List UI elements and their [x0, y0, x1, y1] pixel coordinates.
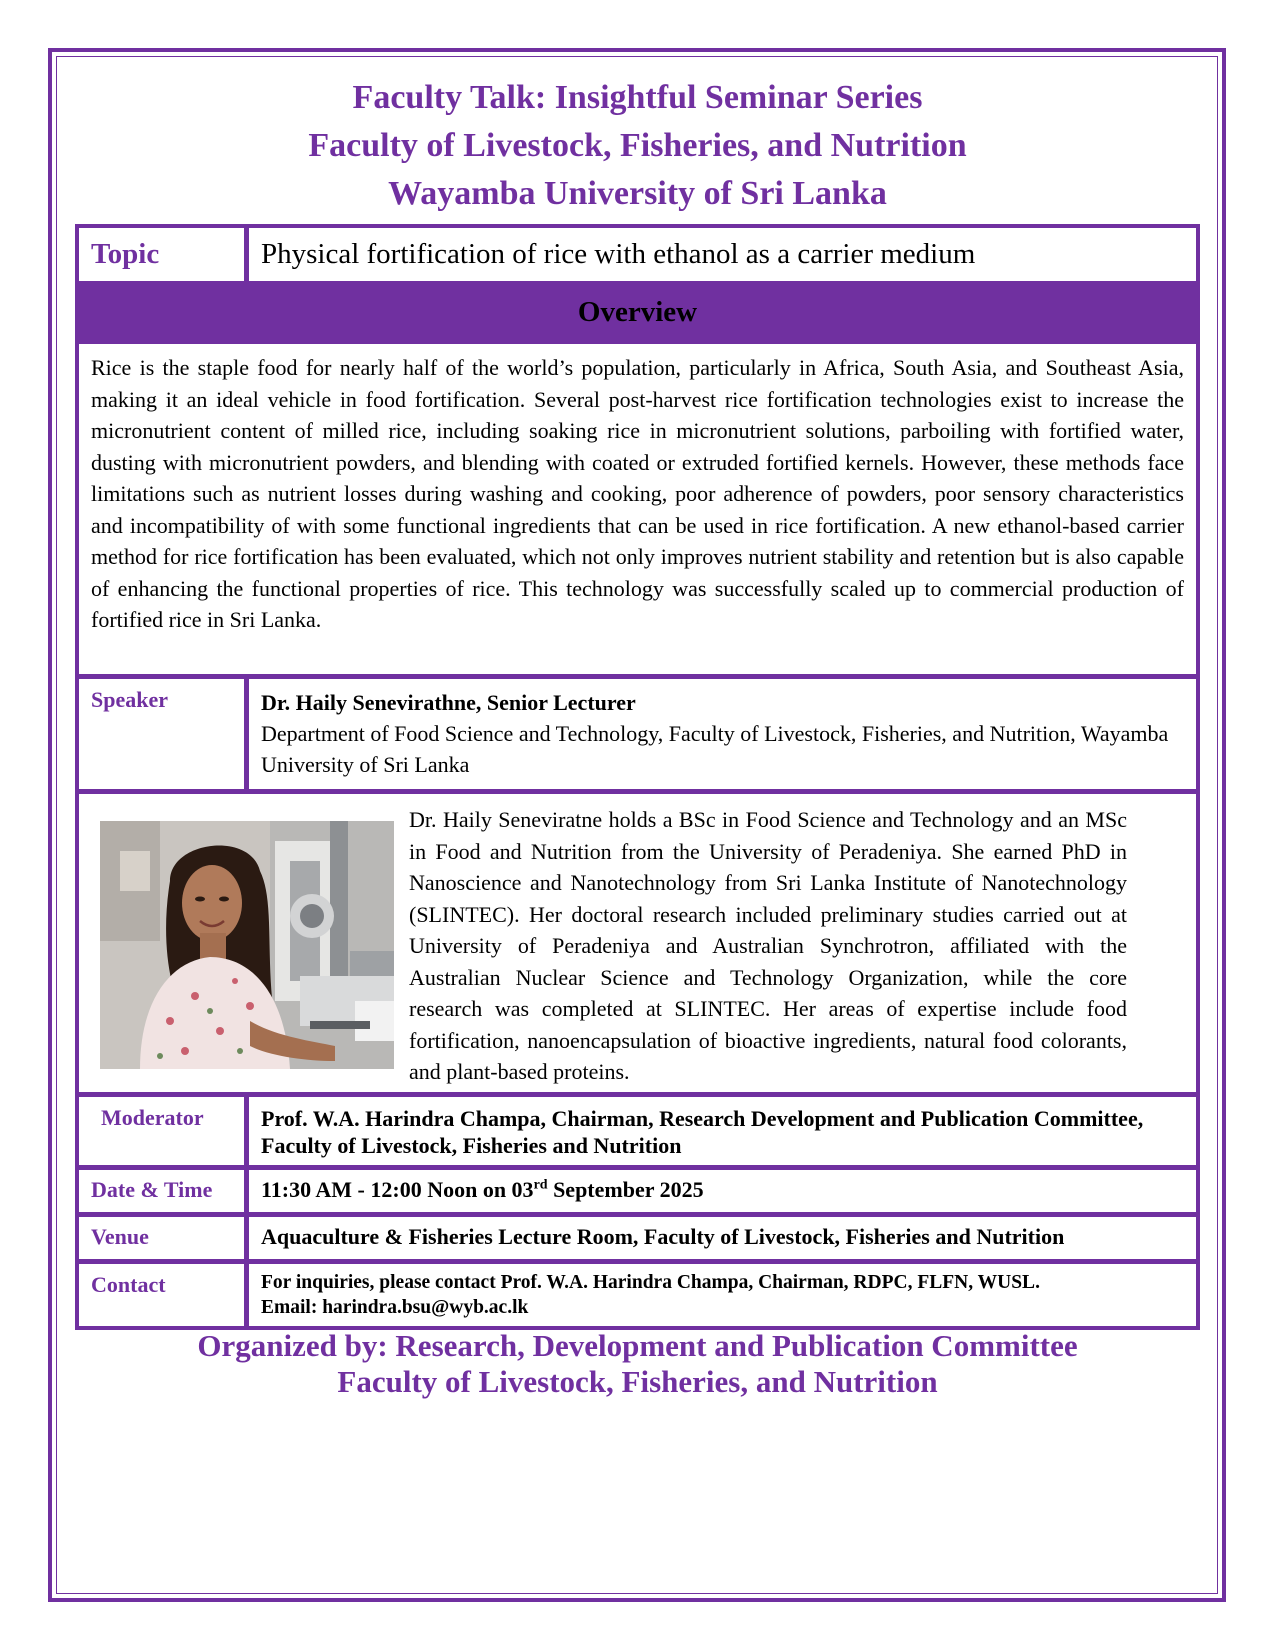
contact-details	[248, 1263, 1197, 1327]
speaker-name: Dr. Haily Senevirathne, Senior Lecturer	[261, 690, 636, 715]
date-time-label: Date & Time	[78, 1169, 245, 1213]
header-series-title: Faculty Talk: Insightful Seminar Series	[352, 79, 923, 116]
venue-row	[78, 1216, 1197, 1260]
date-time-row	[78, 1169, 1197, 1213]
speaker-details	[248, 678, 1197, 790]
moderator-row	[78, 1096, 1197, 1166]
speaker-photo	[100, 821, 394, 1069]
venue-label: Venue	[78, 1216, 245, 1260]
overview-heading-row	[78, 285, 1197, 340]
header-university: Wayamba University of Sri Lanka	[388, 175, 887, 212]
date-time-prefix: 11:30 AM - 12:00 Noon on 03	[261, 1177, 534, 1202]
organizer-footer	[60, 1328, 1215, 1400]
topic-label: Topic	[78, 227, 245, 282]
date-time-value	[248, 1169, 1197, 1213]
venue-value: Aquaculture & Fisheries Lecture Room, Faculty of Livestock, Fisheries and Nutrition	[248, 1216, 1197, 1260]
footer-organizer: Organized by: Research, Development and Publication Committee	[197, 1328, 1078, 1363]
speaker-bio: Dr. Haily Seneviratne holds a BSc in Food Science and Technology and an MSc in Food and Nutrition from the University of Peradeniya. She earned PhD in Nanoscience and Nanotechnology from Sri Lanka Institute of Nanotechnology (SLINTEC). Her doctoral research included preliminary studies carried out at University of Peradeniya and Australian Synchrotron, affiliated with the Australian Nuclear Science and Technology Organization, while the core research was completed at SLINTEC. Her areas of expertise include food fortification, nanoencapsulation of bioactive ingredients, natural food colorants, and plant-based proteins.	[409, 807, 1127, 1084]
contact-email[interactable]: Email: harindra.bsu@wyb.ac.lk	[261, 1297, 529, 1318]
header-faculty: Faculty of Livestock, Fisheries, and Nutrition	[308, 127, 967, 164]
footer-faculty: Faculty of Livestock, Fisheries, and Nutrition	[337, 1364, 938, 1399]
topic-row	[78, 227, 1197, 282]
topic-value: Physical fortification of rice with ethanol as a carrier medium	[248, 227, 1197, 282]
date-time-suffix: September 2025	[547, 1177, 704, 1202]
contact-label: Contact	[78, 1263, 245, 1327]
poster-header	[60, 74, 1215, 218]
date-ordinal-suffix: rd	[533, 1177, 548, 1193]
overview-row	[78, 343, 1197, 675]
bio-cell	[78, 793, 1197, 1093]
bio-row	[78, 793, 1197, 1093]
speaker-affiliation: Department of Food Science and Technology, Faculty of Livestock, Fisheries, and Nutrition, Wayamba University of Sri Lanka	[261, 721, 1169, 777]
overview-text: Rice is the staple food for nearly half of the world’s population, particularly in Africa, South Asia, and Southeast Asia, making it an ideal vehicle in food fortification. Several post-harvest rice fortification technologies exist to increase the micronutrient content of milled rice, including soaking rice in micronutrient solutions, parboiling with fortified water, dusting with micronutrient powders, and blending with coated or extruded fortified kernels. However, these methods face limitations such as nutrient losses during washing and cooking, poor adherence of powders, poor sensory characteristics and incompatibility of with some functional ingredients that can be used in rice fortification. A new ethanol-based carrier method for rice fortification has been evaluated, which not only improves nutrient stability and retention but is also capable of enhancing the functional properties of rice. This technology was successfully scaled up to commercial production of fortified rice in Sri Lanka.	[78, 343, 1197, 675]
overview-heading: Overview	[577, 296, 698, 328]
speaker-label: Speaker	[78, 678, 245, 790]
seminar-details-table	[75, 224, 1200, 1330]
speaker-row	[78, 678, 1197, 790]
moderator-value: Prof. W.A. Harindra Champa, Chairman, Research Development and Publication Committee, Faculty of Livestock, Fisheries and Nutrition	[248, 1096, 1197, 1166]
contact-inquiry: For inquiries, please contact Prof. W.A. Harindra Champa, Chairman, RDPC, FLFN, WUSL.	[261, 1272, 1040, 1293]
contact-row	[78, 1263, 1197, 1327]
moderator-label: Moderator	[78, 1096, 245, 1166]
